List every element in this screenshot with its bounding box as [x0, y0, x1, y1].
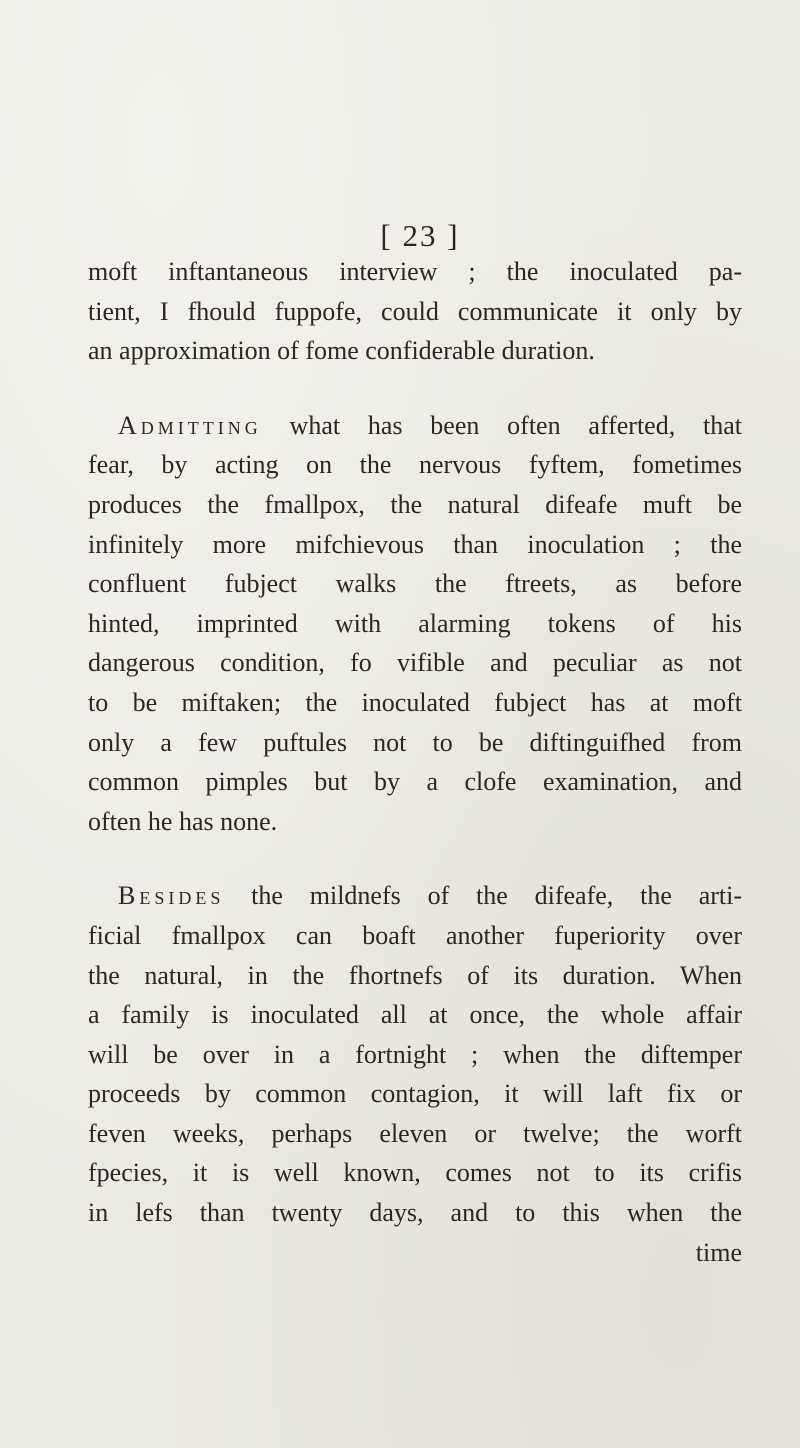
- text-line: fpecies, it is well known, comes not to its crifis: [88, 1158, 742, 1188]
- paragraph-2: [88, 406, 742, 842]
- text-line-rest: what has been often afferted, that: [261, 410, 742, 440]
- text-line: moft inftantaneous interview ; the inoculated pa-: [88, 257, 742, 286]
- paragraph-gap: [88, 371, 742, 406]
- text-line: confluent fubject walks the ftreets, as before: [88, 569, 742, 599]
- text-line: tient, I fhould fuppofe, could communicate it only by: [88, 296, 742, 326]
- catchword: time: [695, 1237, 742, 1267]
- text-line: dangerous condition, fo vifible and peculiar as not: [88, 648, 742, 678]
- text-line: [88, 876, 742, 916]
- paragraph-lead-word: Besides: [118, 881, 225, 911]
- paragraph-1: [88, 252, 742, 371]
- text-line: hinted, imprinted with alarming tokens of his: [88, 608, 742, 638]
- text-line-rest: the mildnefs of the difeafe, the arti-: [224, 881, 742, 911]
- text-line: fear, by acting on the nervous fyftem, fometimes: [88, 450, 742, 480]
- text-line: only a few puftules not to be diftinguifhed from: [88, 727, 742, 757]
- text-line: often he has none.: [88, 806, 278, 836]
- page-number-header: [ 23 ]: [380, 218, 460, 253]
- text-line: an approximation of fome confiderable duration.: [88, 336, 595, 366]
- text-line: ficial fmallpox can boaft another fuperiority over: [88, 920, 742, 950]
- text-line: in lefs than twenty days, and to this when the: [88, 1198, 742, 1228]
- text-line: infinitely more mifchievous than inoculation ; the: [88, 529, 742, 559]
- text-line: a family is inoculated all at once, the whole affair: [88, 1000, 742, 1030]
- paragraph-lead-word: Admitting: [118, 410, 262, 440]
- paragraph-3: [88, 876, 742, 1272]
- body-text: [88, 252, 742, 1272]
- text-line: will be over in a fortnight ; when the diftemper: [88, 1039, 742, 1069]
- text-line: feven weeks, perhaps eleven or twelve; the worft: [88, 1118, 742, 1148]
- text-line: produces the fmallpox, the natural difeafe muft be: [88, 489, 742, 519]
- text-line: proceeds by common contagion, it will laft fix or: [88, 1079, 742, 1109]
- text-line: to be miftaken; the inoculated fubject has at moft: [88, 687, 742, 717]
- text-line: [88, 406, 742, 446]
- text-line: common pimples but by a clofe examination, and: [88, 767, 742, 797]
- paragraph-gap: [88, 841, 742, 876]
- text-line: the natural, in the fhortnefs of its duration. When: [88, 960, 742, 990]
